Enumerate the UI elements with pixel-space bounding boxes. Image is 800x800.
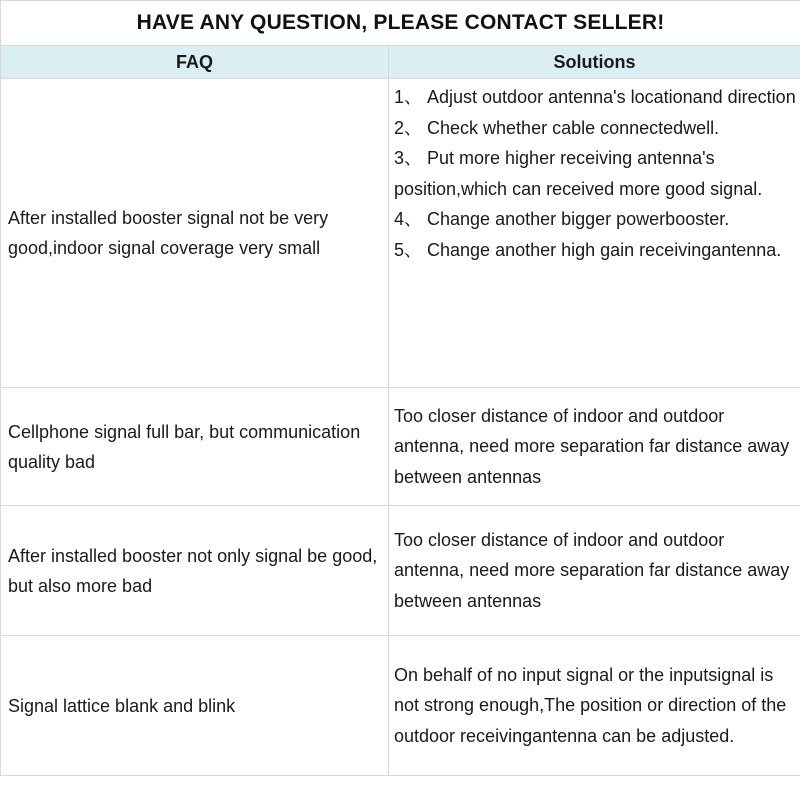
solution-cell	[389, 79, 800, 388]
solution-text: Too closer distance of indoor and outdoor antenna, need more separation far distance away between antennas	[394, 405, 790, 487]
page-title: HAVE ANY QUESTION, PLEASE CONTACT SELLER!	[1, 1, 800, 46]
solution-step: 2、 Check whether cable connectedwell.	[394, 117, 720, 138]
solution-step: 4、 Change another bigger powerbooster.	[394, 209, 730, 229]
solutions-column-header: Solutions	[389, 46, 800, 79]
faq-question: Signal lattice blank and blink	[1, 636, 389, 776]
solution-cell	[389, 388, 800, 506]
faq-question: After installed booster not only signal be good, but also more bad	[1, 506, 389, 636]
faq-question: After installed booster signal not be very good,indoor signal coverage very small	[1, 79, 389, 388]
solution-step: 5、 Change another high gain receivingantenna.	[394, 239, 782, 260]
table-header-row	[1, 46, 800, 79]
solution-step: 1、 Adjust outdoor antenna's locationand direction	[394, 87, 796, 107]
solution-cell	[389, 506, 800, 636]
solution-step: 3、 Put more higher receiving antenna's position,which can received more good signal.	[394, 148, 763, 199]
table-row	[1, 506, 800, 636]
solution-text: Too closer distance of indoor and outdoor antenna, need more separation far distance away between antennas	[394, 529, 790, 611]
solution-cell	[389, 636, 800, 776]
table-row	[1, 79, 800, 388]
solution-text: On behalf of no input signal or the inputsignal is not strong enough,The position or direction of the outdoor receivingantenna can be adjusted.	[394, 664, 787, 746]
table-row	[1, 636, 800, 776]
faq-question: Cellphone signal full bar, but communication quality bad	[1, 388, 389, 506]
faq-column-header: FAQ	[1, 46, 389, 79]
table-row	[1, 388, 800, 506]
